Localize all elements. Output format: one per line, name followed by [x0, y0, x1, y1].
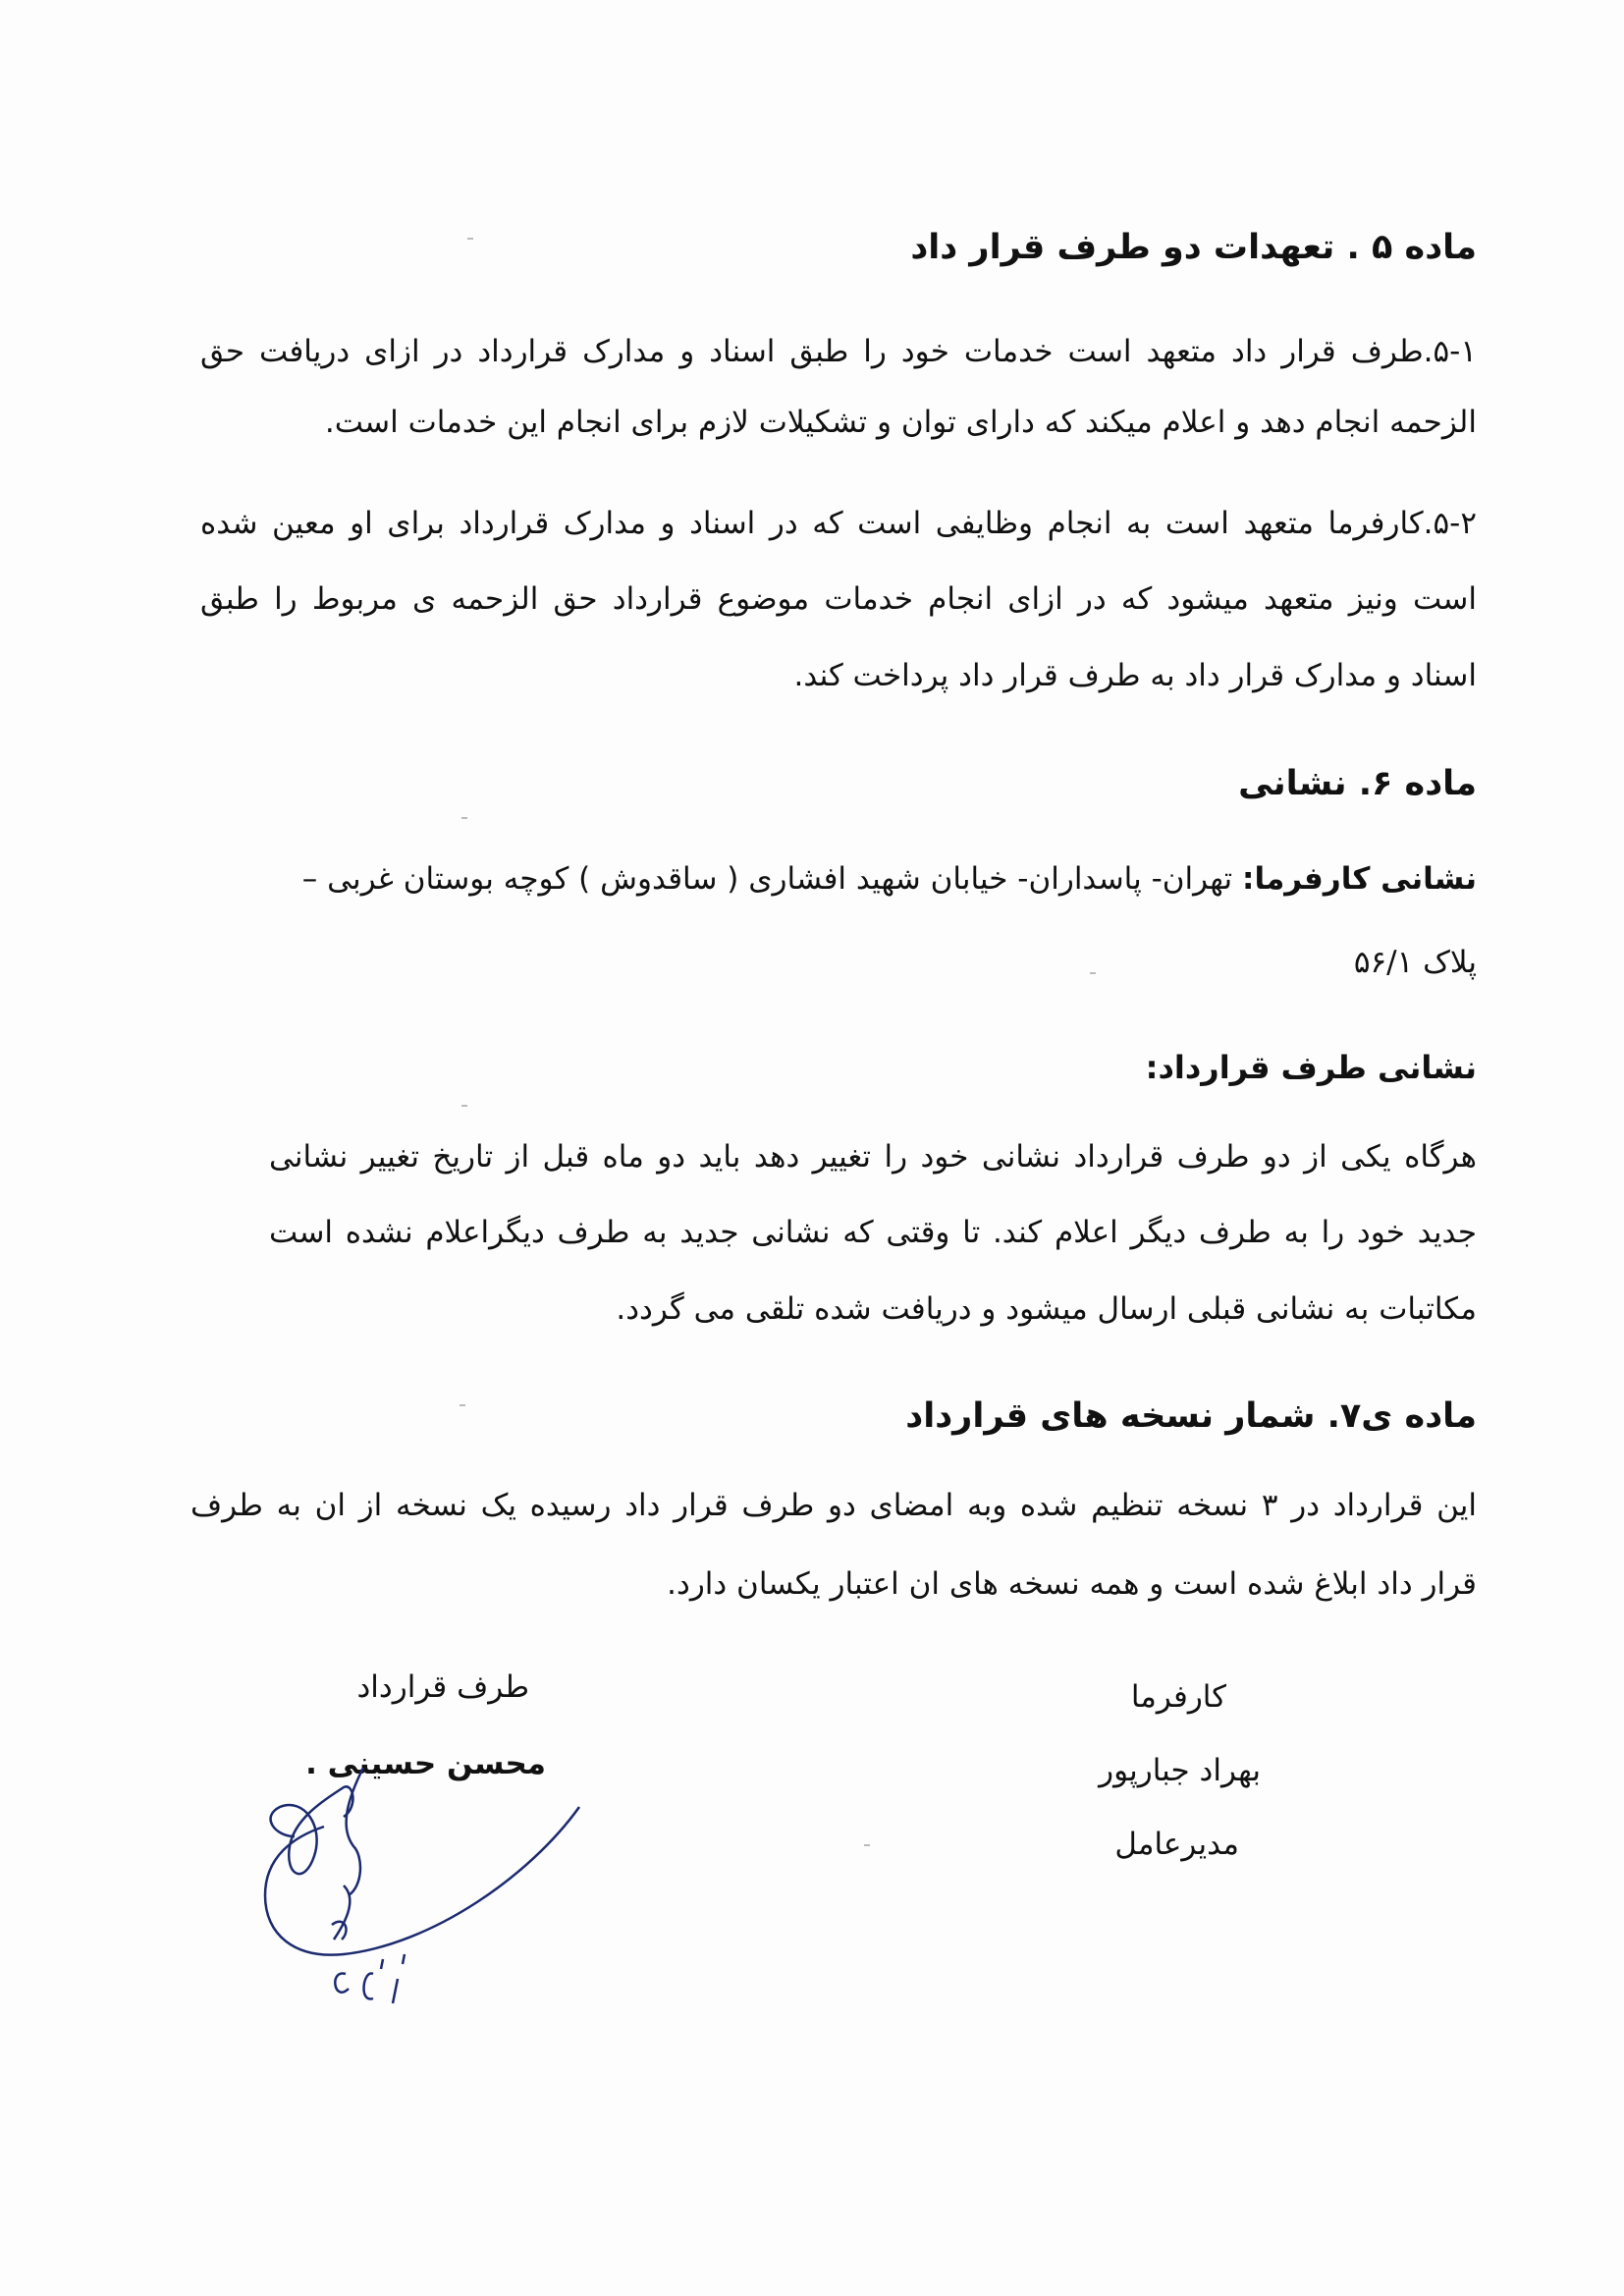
- scan-speck: [460, 1404, 465, 1406]
- article-6-heading: ماده ۶. نشانی: [1238, 764, 1477, 803]
- article-6-line: جدید خود را به طرف دیگر اعلام کند. تا وقتی که نشانی جدید به طرف دیگراعلام نشده است: [269, 1215, 1477, 1250]
- scan-speck: [467, 238, 473, 240]
- article-5-heading: ماده ۵ . تعهدات دو طرف قرار داد: [910, 228, 1477, 267]
- employer-address-line: پلاک ۵۶/۱: [1353, 945, 1477, 980]
- article-5-1-line: الزحمه انجام دهد و اعلام میکند که دارای توان و تشکیلات لازم برای انجام این خدمات است.: [324, 405, 1477, 440]
- employer-address-label: نشانی کارفرما:: [1242, 861, 1477, 897]
- scan-speck: [461, 1105, 467, 1107]
- employer-role: مدیرعامل: [1114, 1827, 1239, 1862]
- contractor-title: طرف قرارداد: [356, 1669, 529, 1705]
- article-5-1-line: ۵-۱.طرف قرار داد متعهد است خدمات خود را طبق اسناد و مدارک قرارداد در ازای دریافت حق: [200, 334, 1477, 369]
- article-6-line: مکاتبات به نشانی قبلی ارسال میشود و دریافت شده تلقی می گردد.: [616, 1291, 1477, 1327]
- article-7-line: قرار داد ابلاغ شده است و همه نسخه های ان اعتبار یکسان دارد.: [667, 1566, 1477, 1602]
- contractor-name: محسن حسینی .: [305, 1746, 546, 1781]
- contractor-signature: [236, 1768, 609, 2023]
- article-7-line: این قرارداد در ۳ نسخه تنظیم شده وبه امضای دو طرف قرار داد رسیده یک نسخه از ان به طرف: [190, 1488, 1477, 1523]
- employer-address: [190, 861, 1477, 897]
- employer-title: کارفرما: [1130, 1679, 1226, 1715]
- scan-speck: [461, 817, 467, 819]
- article-6-line: هرگاه یکی از دو طرف قرارداد نشانی خود را تغییر دهد باید دو ماه قبل از تاریخ تغییر نشانی: [269, 1139, 1477, 1175]
- article-5-2-line: اسناد و مدارک قرار داد به طرف قرار داد پرداخت کند.: [793, 658, 1477, 693]
- article-5-2-line: است ونیز متعهد میشود که در ازای انجام خدمات موضوع قرارداد حق الزحمه ی مربوط را طبق: [200, 581, 1477, 617]
- article-7-heading: ماده ی۷. شمار نسخه های قرارداد: [905, 1396, 1477, 1436]
- article-5-2-line: ۵-۲.کارفرما متعهد است به انجام وظایفی است که در اسناد و مدارک قرارداد برای او معین شده: [200, 506, 1477, 541]
- employer-name: بهراد جبارپور: [1099, 1753, 1261, 1788]
- scan-speck: [864, 1844, 870, 1846]
- scan-speck: [1090, 972, 1096, 974]
- employer-address-line: تهران- پاسداران- خیابان شهید افشاری ( ساقدوش ) کوچه بوستان غربی –: [301, 861, 1233, 897]
- contractor-address-label: نشانی طرف قرارداد:: [1145, 1049, 1477, 1086]
